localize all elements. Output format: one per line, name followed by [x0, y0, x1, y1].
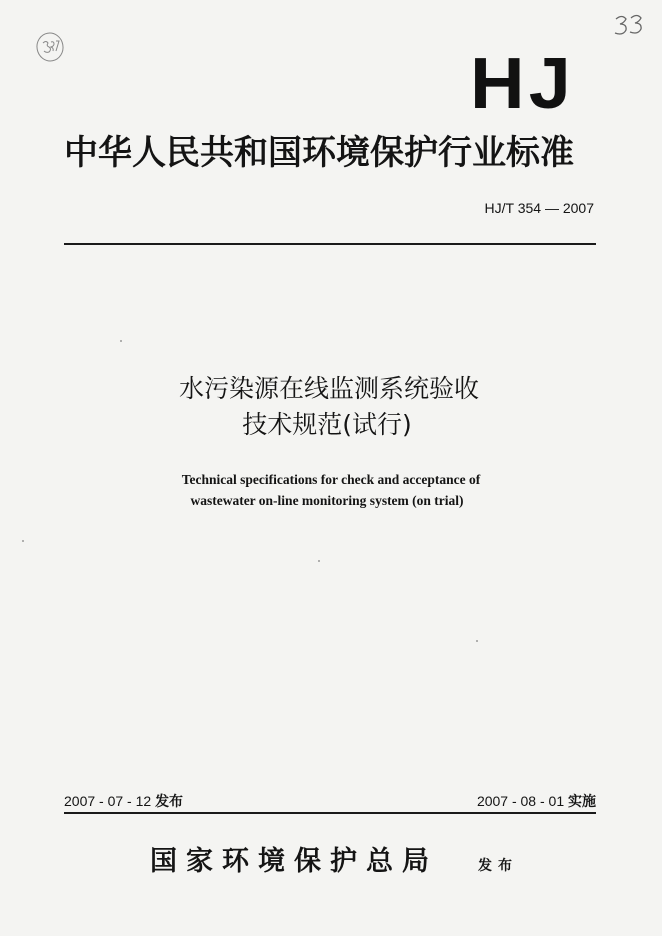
document-title-en-line2: wastewater on-line monitoring system (on trial)	[190, 493, 464, 508]
issue-date-label: 发布	[155, 794, 184, 810]
document-title-zh-line1: 水污染源在线监测系统验收	[178, 374, 479, 403]
scan-speck	[318, 560, 320, 562]
scan-speck	[22, 540, 24, 542]
scan-speck	[476, 640, 478, 642]
document-title-en-line1: Technical specifications for check and acceptance of	[181, 472, 481, 487]
implementation-date	[477, 791, 596, 812]
issue-date-value: 2007 - 07 - 12	[64, 793, 152, 809]
implementation-date-label: 实施	[568, 794, 596, 810]
scan-speck	[120, 340, 122, 342]
implementation-date-value: 2007 - 08 - 01	[476, 793, 565, 809]
publisher-name: 国家环境保护总局	[150, 846, 438, 877]
hj-logo: HJ	[470, 44, 576, 124]
handwritten-circled-mark	[34, 30, 66, 64]
ministry-title: 中华人民共和国环境保护行业标准	[64, 133, 574, 173]
top-divider	[64, 243, 596, 245]
publisher-label: 发布	[478, 858, 518, 874]
issue-date	[64, 791, 183, 812]
bottom-divider	[64, 812, 596, 814]
handwritten-page-number	[612, 12, 648, 42]
standard-code: HJ/T 354 — 2007	[484, 200, 594, 216]
document-title-zh-line2: 技术规范(试行)	[242, 410, 412, 439]
